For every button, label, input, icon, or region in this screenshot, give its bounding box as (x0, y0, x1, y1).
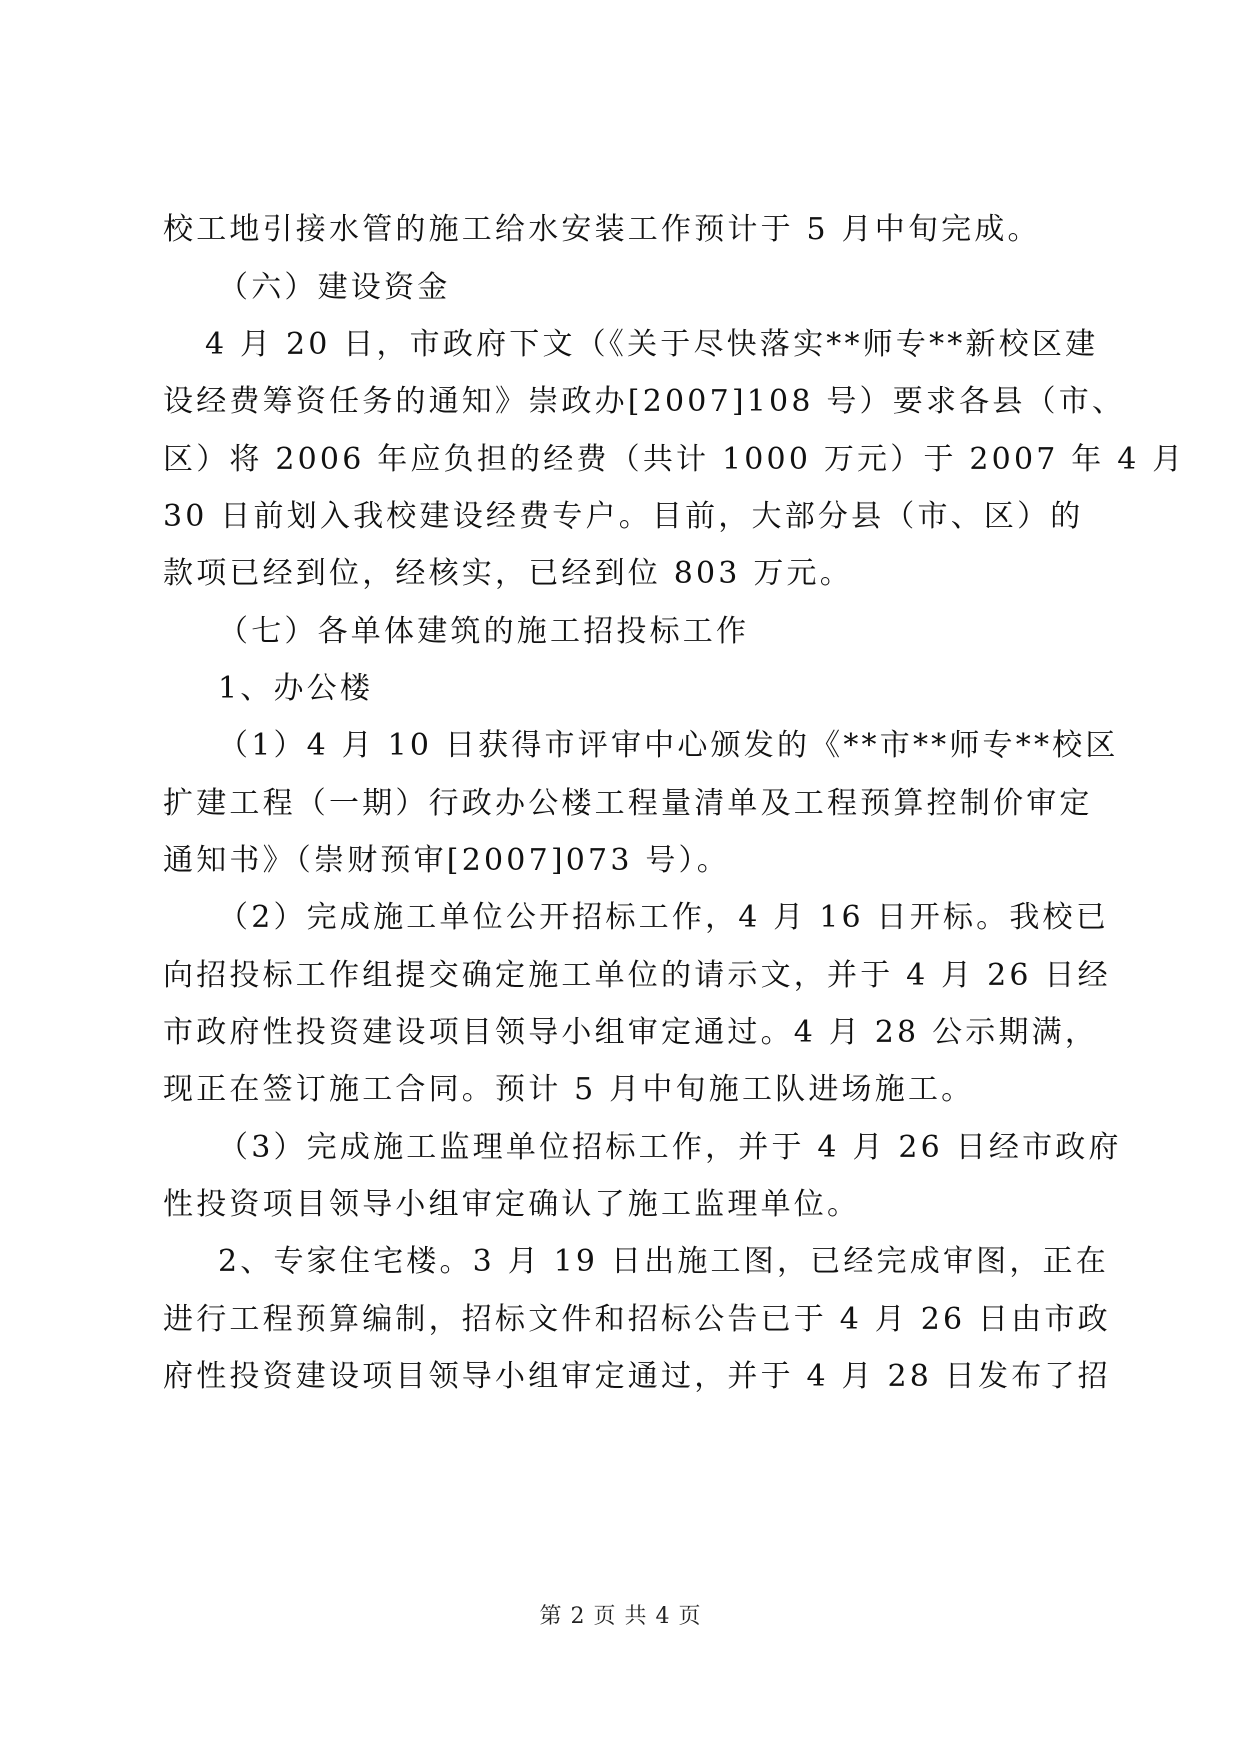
section-heading-6: （六）建设资金 (218, 270, 451, 305)
text-line-16: 现正在签订施工合同。预计 5 月中旬施工队进场施工。 (163, 1072, 975, 1107)
subsection-heading-1: 1、办公楼 (218, 671, 374, 706)
text-line-21: 府性投资建设项目领导小组审定通过，并于 4 月 28 日发布了招 (163, 1359, 1111, 1394)
text-line-7: 款项已经到位，经核实，已经到位 803 万元。 (163, 556, 853, 591)
text-line-3: 4 月 20 日，市政府下文（《关于尽快落实**师专**新校区建 (205, 327, 1099, 362)
section-heading-7: （七）各单体建筑的施工招投标工作 (218, 614, 750, 649)
text-line-13: （2）完成施工单位公开招标工作，4 月 16 日开标。我校已 (218, 900, 1109, 935)
page-footer: 第 2 页 共 4 页 (539, 1604, 702, 1629)
text-line-4: 设经费筹资任务的通知》崇政办[2007]108 号）要求各县（市、 (163, 384, 1126, 419)
text-line-5: 区）将 2006 年应负担的经费（共计 1000 万元）于 2007 年 4 月 (163, 442, 1186, 477)
text-line-12: 通知书》（崇财预审[2007]073 号）。 (163, 843, 730, 878)
text-line-11: 扩建工程（一期）行政办公楼工程量清单及工程预算控制价审定 (163, 786, 1093, 821)
text-line-6: 30 日前划入我校建设经费专户。目前，大部分县（市、区）的 (163, 499, 1084, 534)
text-line-19: 2、专家住宅楼。3 月 19 日出施工图，已经完成审图，正在 (218, 1244, 1109, 1279)
text-line-14: 向招投标工作组提交确定施工单位的请示文，并于 4 月 26 日经 (163, 958, 1111, 993)
text-line-15: 市政府性投资建设项目领导小组审定通过。4 月 28 公示期满， (163, 1015, 1099, 1050)
text-line-18: 性投资项目领导小组审定确认了施工监理单位。 (163, 1187, 861, 1222)
text-line-17: （3）完成施工监理单位招标工作，并于 4 月 26 日经市政府 (218, 1130, 1122, 1165)
text-line-10: （1）4 月 10 日获得市评审中心颁发的《**市**师专**校区 (218, 728, 1119, 763)
text-line-1: 校工地引接水管的施工给水安装工作预计于 5 月中旬完成。 (163, 212, 1041, 247)
text-line-20: 进行工程预算编制，招标文件和招标公告已于 4 月 26 日由市政 (163, 1302, 1111, 1337)
